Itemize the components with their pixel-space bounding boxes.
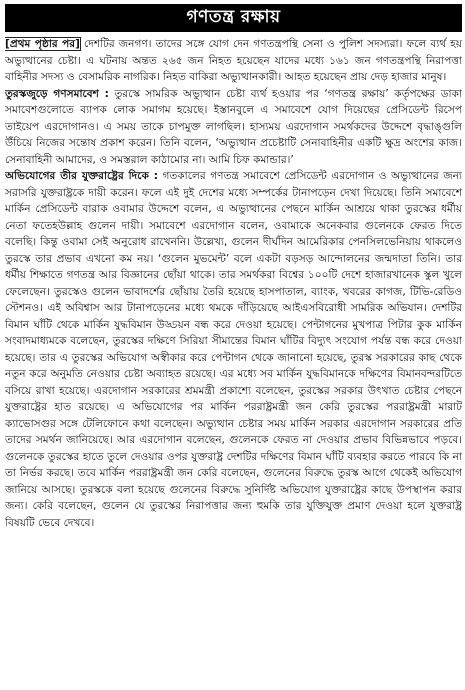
article-body (5, 36, 462, 531)
paragraph-text: দেশটির জনগণ। তাদের সঙ্গে যোগ দেন গণতন্ত্রপন্থি সেনা ও পুলিশ সদস্যরা। ফলে ব্যর্থ হয় অভ্যুত্থানের চেষ্টা। এ ঘটনায় অন্তত ২৬৫ জন নিহত হয়েছেন যাদের মধ্যে ১৬১ জন গণতন্ত্রপন্থি নিরাপত্তা বাহিনীর সদস্য ও বেসামরিক নাগরিক। নিহত বাকিরা অভ্যুত্থানকারী। আহত হয়েছেন প্রায় দেড় হাজার মানুষ। (5, 38, 462, 83)
headline-bar (5, 4, 462, 32)
subheading-accusations: অভিযোগের তীর যুক্তরাষ্ট্রের দিকে : (5, 170, 158, 182)
paragraph-rallies (5, 86, 462, 169)
paragraph-continuation (5, 36, 462, 86)
subheading-rallies: তুরস্কজুড়ে গণসমাবেশ : (5, 87, 109, 100)
paragraph-text: গতকালের গণতন্ত্র সমাবেশে প্রেসিডেন্ট এরদোগান ও অভ্যুত্থানের জন্য সরাসরি যুক্তরাষ্ট্রকে দায়ী করেন। ফলে এই দুই দেশের মধ্যে সম্পর্কের টানাপড়েন দেখা দিয়েছে। তিনি সমাবেশে মার্কিন প্রেসিডেন্ট বারাক ওবামার উদ্দেশে বলেন, এ অভ্যুত্থানের পেছনে মার্কিন আশ্রয়ে থাকা তুরস্কের ধর্মীয় নেতা ফতেহউল্লাহ গুলেন দায়ী। সমাবেশে এরদোগান বলেন, ওবামাকে অনেকবার গুলেনকে ফেরত দিতে বলেছি। কিন্তু ওবামা সেই অনুরোধ রাখেননি। উল্লেখ্য, গুলেন দীর্ঘদিন আমেরিকার পেনসিলভেনিয়ায় থাকলেও তুরস্কে তার প্রভাব এখনো কম নয়। ‘গুলেন মুভমেন্ট’ বলে একটা বড়সড় আন্দোলনের জন্মদাতা তিনি। তার ধর্মীয় শিক্ষাতে গণতন্ত্র আর বিজ্ঞানের ছোঁয়া থাকে। তার সমর্থকরা বিশ্বের ১০০টি দেশে হাজারখানেক স্কুল খুলে ফেলেছেন। তুরস্কেও গুলেন ভাবাদর্শের ছোঁয়ায় তৈরি হয়েছে হাসপাতাল, ব্যাংক, খবরের কাগজ, টিভি-রেডিও স্টেশনও। এই অবিশ্বাস আর টানাপড়েনের মধ্যে থমকে দাঁড়িয়েছে আইএসবিরোধী সামরিক অভিযান। দেশটির বিমান ঘাঁটি থেকে মার্কিন যুদ্ধবিমান উড্ডয়ন বন্ধ করে দেওয়া হয়েছে। পেন্টাগনের মুখপাত্র পিটার কুক মার্কিন সংবাদমাধ্যমকে বলেছেন, তুরস্কের দক্ষিণে সিরিয়া সীমান্তের বিমান ঘাঁটির বিদ্যুৎ সংযোগ পর্যন্ত বন্ধ করে দেওয়া হয়েছে। তার এ তুরস্কের অভিযোগ অস্বীকার করে পেন্টাগন থেকে জানানো হয়েছে, তুরস্ক সরকারের কাছ থেকে নতুন করে অনুমতি নেওয়ার চেষ্টা অব্যাহত রয়েছে। এর মধ্যে সব মার্কিন যুদ্ধবিমানকে দক্ষিণের বিমানবন্দরটিতে বসিয়ে রাখা হয়েছে। এরদোগান সরকারের শ্রমমন্ত্রী প্রকাশ্যে বলেছেন, তুরস্কের সরকার উৎখাত চেষ্টার পেছনে যুক্তরাষ্ট্রের হাত রয়েছে। এ অভিযোগের পর মার্কিন পররাষ্ট্রমন্ত্রী জন কেরি তুরস্কের পররাষ্ট্রমন্ত্রী মারাট ক্যাভোসগুর সঙ্গে টেলিফোনে কথা বলেছেন। অভ্যুত্থান চেষ্টার সময় মার্কিন সরকার এরদোগান সরকারের প্রতি তাদের সমর্থন জানিয়েছে। আর এরদোগান বলেছেন, গুলেনকে ফেরত না দেওয়ার প্রভাব বিভিন্নভাবে পড়বে। গুলেনকে তুরস্কের হাতে তুলে দেওয়ার ওপর যুক্তরাষ্ট্র দেশটির দক্ষিণের বিমান ঘাঁটি ব্যবহার করতে পারবে কি না তা নির্ভর করছে। তবে মার্কিন পররাষ্ট্রমন্ত্রী জন কেরি বলেছেন, গুলেনের বিরুদ্ধে তুরস্ক আগে থেকেই অভিযোগ জানিয়ে আসছে। তুরস্ককে বলা হয়েছে গুলেনের বিরুদ্ধে সুনির্দিষ্ট অভিযোগ যুক্তরাষ্ট্রের কাছে উপস্থাপন করার জন্য। কেরি বলেছেন, গুলেন যে তুরস্কের নিরাপত্তার জন্য হুমকি তার যুক্তিযুক্ত প্রমাণ দেওয়া হলে যুক্তরাষ্ট্র বিষয়টি ভেবে দেখবে। (5, 170, 462, 529)
paragraph-accusations (5, 168, 462, 531)
headline-title: গণতন্ত্র রক্ষায় (186, 7, 281, 27)
news-clipping (5, 4, 462, 688)
paragraph-text: তুরস্কে সামরিক অভ্যুত্থান চেষ্টা ব্যর্থ হওয়ার পর ‘গণতন্ত্র রক্ষায়’ কর্তৃপক্ষের ডাকা সমাবেশগুলোতে ব্যাপক লোক সমাগম হয়েছে। ইস্তানবুলে এ সমাবেশে যোগ দিয়েছের প্রেসিডেন্ট রিসেপ তাইয়েপ এরদোগানও। এ সময় তাকে চাপমুক্ত লাগছিল। হাস্যময় এরদোগান সমর্থকদের উদ্দেশে বৃদ্ধাঙ্গুলি উঁচিয়ে নিজের সন্তোষ প্রকাশ করেন। তিনি বলেন, ‘অভ্যুত্থান প্রচেষ্টাটি সেনাবাহিনীর একটি ক্ষুদ্র অংশের কাজ। সেনাবাহিনী আমাদের, ও সমস্তরাল কাঠামোর না। আমি চিফ কমান্ডার।’ (5, 87, 462, 166)
continued-from-front-page-tag: [প্রথম পৃষ্ঠার পর] (5, 38, 80, 50)
